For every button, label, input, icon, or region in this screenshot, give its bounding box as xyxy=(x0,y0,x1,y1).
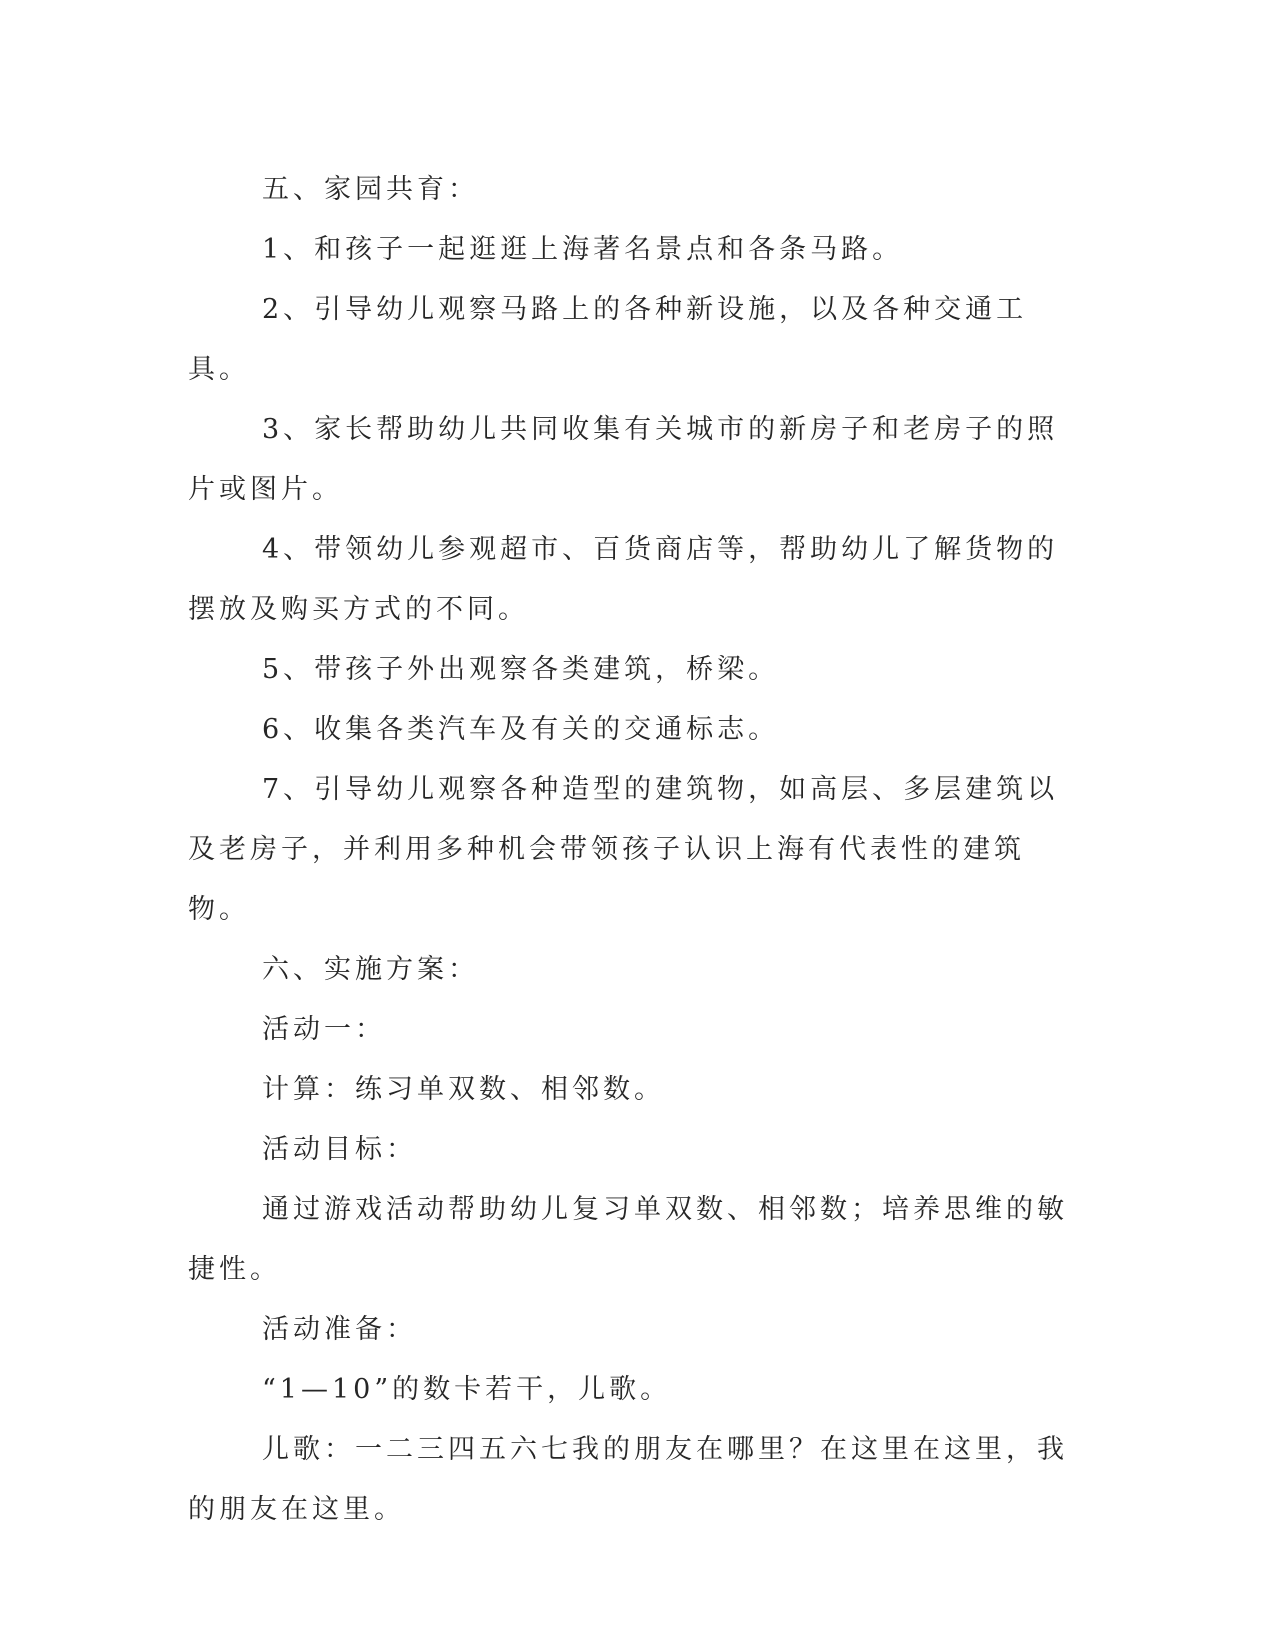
list-item: 6、收集各类汽车及有关的交通标志。 xyxy=(262,714,780,745)
list-item: 1、和孩子一起逛逛上海著名景点和各条马路。 xyxy=(262,234,904,265)
section-heading-home-school: 五、家园共育： xyxy=(262,174,479,205)
list-item: 5、带孩子外出观察各类建筑，桥梁。 xyxy=(262,654,780,685)
document-body xyxy=(188,160,1068,1540)
list-item: 4、带领幼儿参观超市、百货商店等，帮助幼儿了解货物的摆放及购买方式的不同。 xyxy=(188,534,1059,625)
activity-goal-heading: 活动目标： xyxy=(262,1134,417,1165)
list-item: 3、家长帮助幼儿共同收集有关城市的新房子和老房子的照片或图片。 xyxy=(188,414,1059,505)
nursery-rhyme-text: 儿歌：一二三四五六七我的朋友在哪里？在这里在这里，我的朋友在这里。 xyxy=(188,1434,1068,1525)
activity-subject: 计算：练习单双数、相邻数。 xyxy=(262,1074,665,1105)
activity-goal-text: 通过游戏活动帮助幼儿复习单双数、相邻数；培养思维的敏捷性。 xyxy=(188,1194,1068,1285)
activity-prep-text: “1—10”的数卡若干，儿歌。 xyxy=(262,1374,672,1405)
list-item: 2、引导幼儿观察马路上的各种新设施，以及各种交通工具。 xyxy=(188,294,1028,385)
section-heading-implementation: 六、实施方案： xyxy=(262,954,479,985)
activity-heading: 活动一： xyxy=(262,1014,386,1045)
activity-prep-heading: 活动准备： xyxy=(262,1314,417,1345)
list-item: 7、引导幼儿观察各种造型的建筑物，如高层、多层建筑以及老房子，并利用多种机会带领孩子认识上海有代表性的建筑物。 xyxy=(188,774,1059,925)
